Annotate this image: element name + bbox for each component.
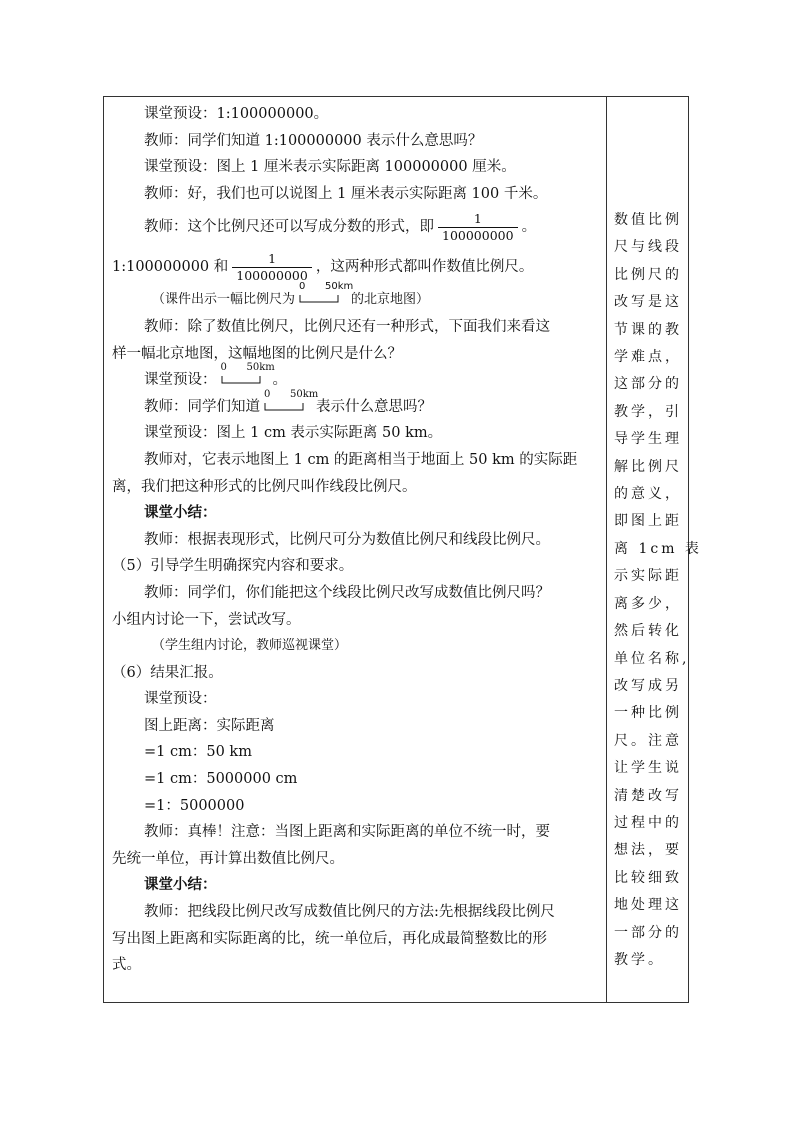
courseware-note (112, 281, 602, 314)
fraction-denominator: 100000000 (438, 227, 518, 244)
paragraph: 式。 (112, 957, 141, 974)
paragraph: 教师：同学们，你们能把这个线段比例尺改写成数值比例尺吗？ (144, 584, 550, 601)
side-note-line: 一种比例 (614, 705, 682, 722)
side-note-line: 地处理这 (614, 897, 682, 914)
side-note-line: 比较细致 (614, 869, 682, 886)
paragraph: 课堂预设：1:100000000。 (144, 106, 329, 122)
paragraph: 写出图上距离和实际距离的比，统一单位后，再化成最简整数比的形 (112, 930, 547, 947)
side-note-line: 节课的教 (614, 321, 682, 338)
scale-bar (297, 281, 354, 307)
fraction-paragraph (112, 247, 602, 287)
text: 教师：同学们知道 (144, 398, 260, 415)
paragraph: 先统一单位，再计算出数值比例尺。 (112, 850, 344, 867)
text: 。 (272, 372, 287, 389)
paragraph: 离，我们把这种形式的比例尺叫作线段比例尺。 (112, 478, 417, 495)
paragraph: 教师：真棒！注意：当图上距离和实际距离的单位不统一时，要 (144, 824, 550, 841)
paragraph: 课堂预设：图上 1 cm 表示实际距离 50 km。 (144, 425, 443, 442)
scale-fifty: 50km (325, 281, 354, 293)
side-note-line: 改写成另 (614, 677, 682, 694)
fraction-paragraph (112, 207, 602, 247)
fraction-denominator: 100000000 (232, 267, 312, 284)
side-note-line: 尺与线段 (614, 239, 682, 256)
paragraph: （6）结果汇报。 (112, 664, 223, 681)
text: ，这两种形式都叫作数值比例尺。 (315, 259, 534, 276)
equation-line: =1 cm：50 km (144, 744, 252, 761)
side-note-line: 过程中的 (614, 814, 682, 831)
side-note-line: 单位名称, (614, 650, 690, 667)
design-intent-cell (614, 207, 702, 974)
scale-fifty: 50km (246, 362, 275, 374)
side-note-line: 教学，引 (614, 403, 682, 420)
side-note-line: 离 1cm 表 (614, 540, 702, 557)
scale-bar (219, 362, 275, 388)
paragraph: 课堂预设：图上 1 厘米表示实际距离 100000000 厘米。 (144, 159, 516, 176)
side-note-line: 解比例尺 (614, 458, 682, 475)
side-note-line: 的意义， (614, 486, 682, 503)
side-note-line: 即图上距 (614, 513, 682, 530)
scale-bar-icon (262, 395, 314, 415)
column-divider (606, 97, 607, 1002)
equation-line: =1 cm：5000000 cm (144, 771, 298, 788)
side-note-line: 离多少， (614, 595, 682, 612)
text: 教师：这个比例尺还可以写成分数的形式，即 (144, 219, 434, 236)
text: 1:100000000 和 (112, 259, 229, 276)
paragraph: 教师：好，我们也可以说图上 1 厘米表示实际距离 100 千米。 (144, 185, 548, 202)
scale-bar (262, 388, 319, 415)
fraction-numerator: 1 (473, 210, 482, 226)
fraction (438, 211, 518, 244)
paragraph: 教师：同学们知道 1:100000000 表示什么意思吗？ (144, 132, 483, 149)
section-heading: 课堂小结： (144, 876, 217, 894)
paragraph: （5）引导学生明确探究内容和要求。 (112, 558, 354, 575)
lesson-table (103, 96, 702, 1003)
side-note-line: 想法，要 (614, 842, 682, 859)
side-note-line: 然后转化 (614, 623, 682, 640)
paragraph: 小组内讨论一下，尝试改写。 (112, 611, 301, 628)
scale-bar-icon (219, 368, 271, 388)
paragraph: 样一幅北京地图，这幅地图的比例尺是什么？ (112, 345, 402, 362)
paragraph (112, 388, 602, 421)
paragraph: 课堂预设： (144, 691, 217, 708)
side-note-line: 一部分的 (614, 924, 682, 941)
side-note-line: 学难点， (614, 349, 682, 366)
scale-zero: 0 (299, 281, 306, 293)
section-heading: 课堂小结： (144, 504, 217, 522)
teaching-process-cell (112, 101, 602, 979)
paragraph (112, 362, 602, 394)
text: 表示什么意思吗？ (316, 398, 432, 415)
equation-line: 图上距离：实际距离 (144, 717, 275, 734)
scale-fifty: 50km (290, 388, 319, 400)
paragraph: 教师对，它表示地图上 1 cm 的距离相当于地面上 50 km 的实际距 (144, 451, 578, 468)
scale-zero: 0 (220, 362, 227, 374)
paragraph: 教师：把线段比例尺改写成数值比例尺的方法:先根据线段比例尺 (144, 904, 555, 921)
side-note-line: 教学。 (614, 951, 665, 968)
fraction-numerator: 1 (268, 250, 277, 266)
side-note-line: 数值比例 (614, 212, 682, 228)
text: 课堂预设： (144, 372, 217, 389)
courseware-note: （学生组内讨论，教师巡视课堂） (152, 638, 348, 654)
paragraph: 教师：根据表现形式，比例尺可分为数值比例尺和线段比例尺。 (144, 531, 550, 548)
side-note-line: 改写是这 (614, 294, 682, 311)
text: （课件出示一幅比例尺为 (152, 292, 296, 308)
paragraph: 教师：除了数值比例尺，比例尺还有一种形式，下面我们来看这 (144, 318, 550, 335)
fraction (232, 251, 312, 284)
side-note-line: 让学生说 (614, 760, 682, 777)
text: 。 (521, 219, 537, 236)
side-note-line: 这部分的 (614, 376, 682, 393)
side-note-line: 尺。注意 (614, 732, 682, 749)
side-note-line: 示实际距 (614, 568, 682, 585)
side-note-line: 清楚改写 (614, 787, 682, 804)
text: 的北京地图） (351, 292, 430, 308)
side-note-line: 导学生理 (614, 431, 682, 448)
scale-bar-icon (297, 287, 349, 307)
side-note-line: 比例尺的 (614, 266, 682, 283)
scale-zero: 0 (264, 388, 271, 400)
equation-line: =1：5000000 (144, 797, 245, 814)
